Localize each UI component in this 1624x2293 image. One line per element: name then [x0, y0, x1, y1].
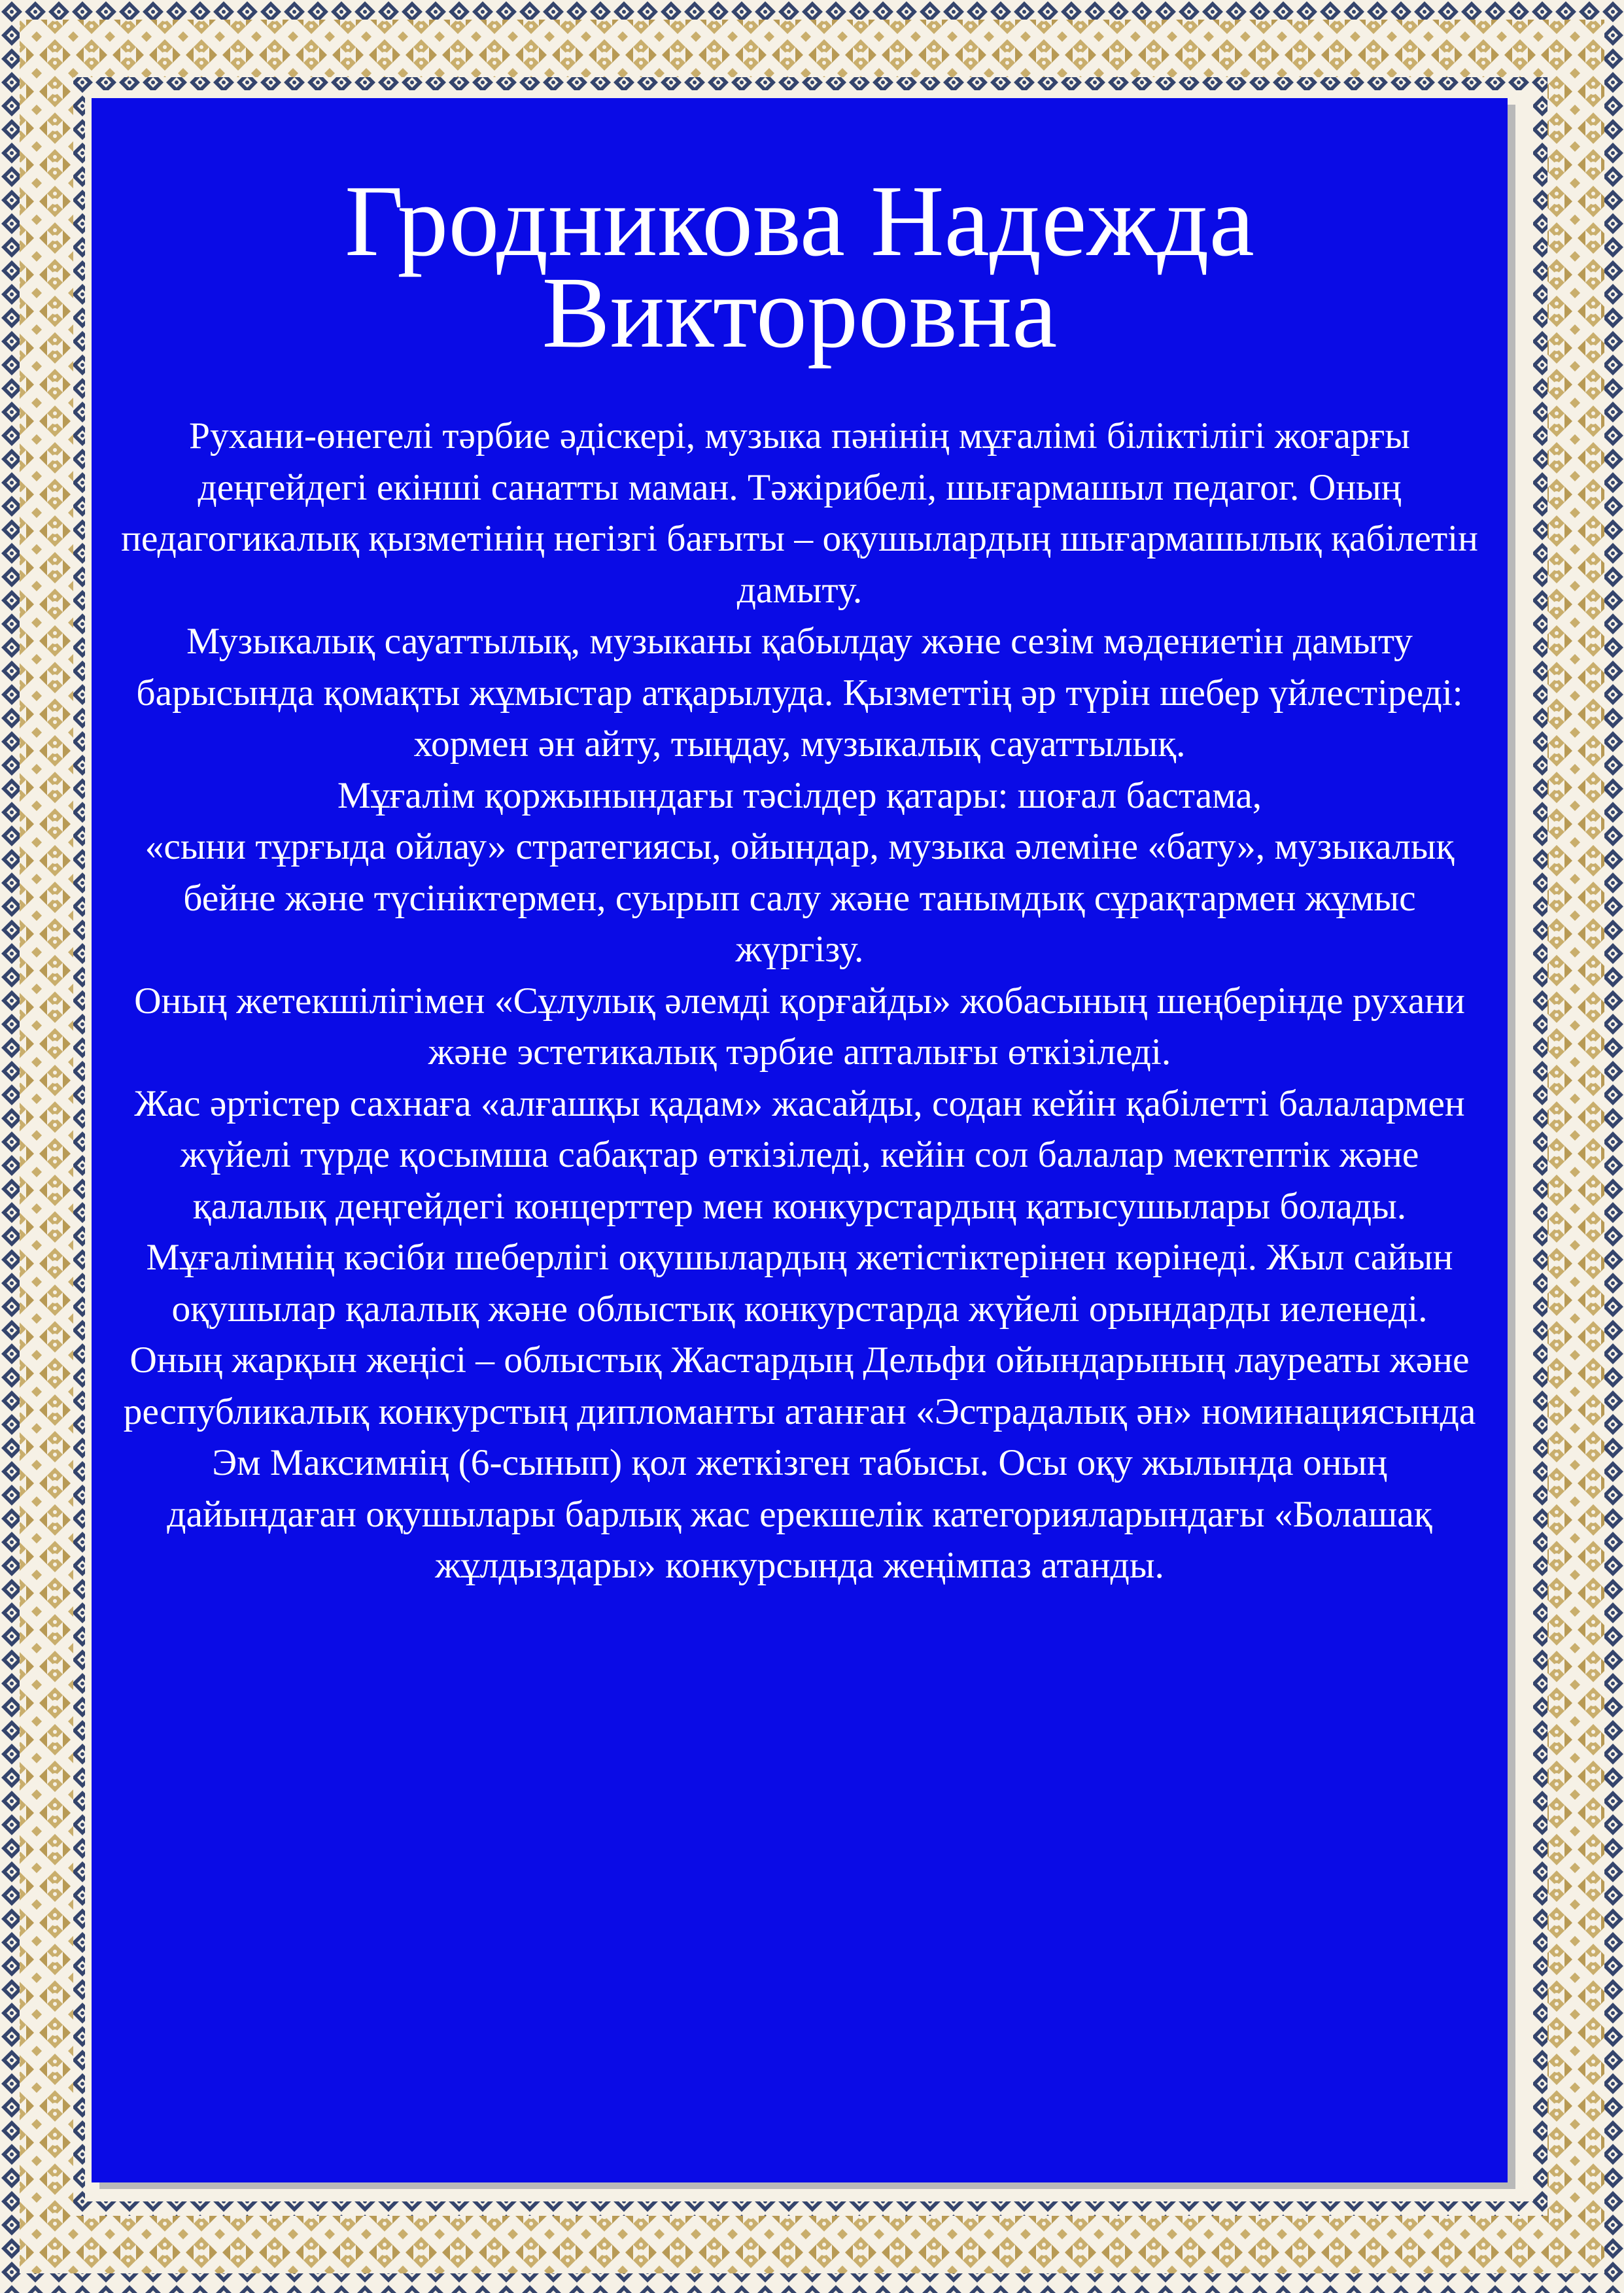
content-panel [92, 98, 1508, 2182]
bio-paragraph: «сыни тұрғыда ойлау» стратегиясы, ойындар, музыка әлеміне «бату», музыкалық бейне және түсініктермен, суырып салу және танымдық сұрақтармен жұмыс жүргізу. [145, 826, 1455, 970]
bio-paragraph: Оның жарқын жеңісі – облыстық Жастардың Дельфи ойындарының лауреаты және республикалық конкурстың дипломанты атанған «Эстрадалық ән» номинациясында Эм Максимнің (6-сынып) қол жеткізген табысы. Осы оқу жылында оның дайындаған оқушылары барлық жас ерекшелік категорияларындағы «Болашақ жұлдыздары» конкурсында жеңімпаз атанды. [123, 1339, 1476, 1586]
bio-paragraph: Мұғалім қоржынындағы тәсілдер қатары: шоғал бастама, [337, 774, 1262, 816]
page-title: Гродникова Надежда Викторовна [345, 164, 1254, 369]
bio-paragraph: Жас әртістер сахнаға «алғашқы қадам» жасайды, содан кейін қабілетті балалармен жүйелі түрде қосымша сабақтар өткізіледі, кейін сол балалар мектептік және қалалық деңгейдегі концерттер мен конкурстардың қатысушылары болады. Мұғалімнің кәсіби шеберлігі оқушылардың жетістіктерінен көрінеді. Жыл сайын оқушылар қалалық және облыстық конкурстарда жүйелі орындарды иеленеді. [134, 1082, 1465, 1330]
biography-text [118, 411, 1481, 1592]
bio-paragraph: Рухани-өнегелі тәрбие әдіскері, музыка пәнінің мұғалімі біліктілігі жоғарғы деңгейдегі екінші санатты маман. Тәжірибелі, шығармашыл педагог. Оның педагогикалық қызметінің негізгі бағыты – оқушылардың шығармашылық қабілетін дамыту. [121, 415, 1478, 611]
bio-paragraph: Музыкалық сауаттылық, музыканы қабылдау және сезім мәдениетін дамыту барысында қомақты жұмыстар атқарылуда. Қызметтің әр түрін шебер үйлестіреді: хормен ән айту, тыңдау, музыкалық сауаттылық. [136, 621, 1463, 765]
bio-paragraph: Оның жетекшілігімен «Сұлулық әлемді қорғайды» жобасының шеңберінде рухани және эстетикалық тәрбие апталығы өткізіледі. [134, 980, 1465, 1073]
